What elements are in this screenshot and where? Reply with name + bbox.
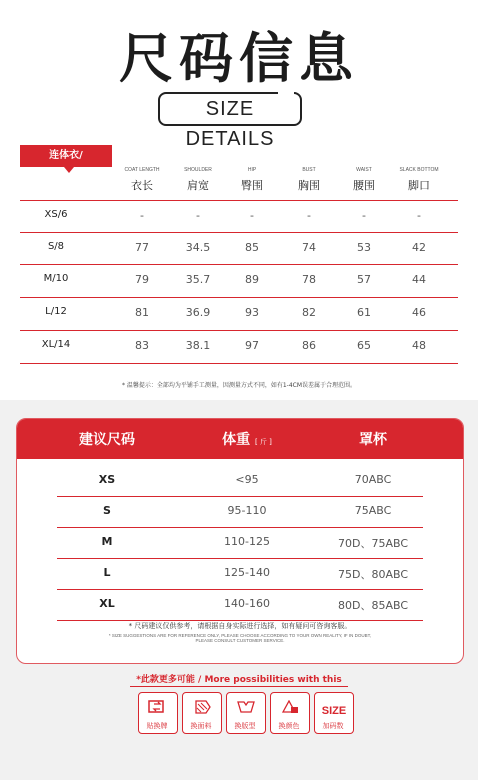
table-row: S 95-110 75ABC [57,496,423,528]
table-row: XL 140-160 80D、85ABC [57,589,423,621]
recommend-note-en: * SIZE SUGGESTIONS ARE FOR REFERENCE ONLY, PLEASE CHOOSE ACCORDING TO YOUR OWN REALITY, IF IN DOUBT, PLEASE CONSULT CUSTOMER SERVICE. [108,633,372,643]
column-header-shoulder: SHOULDER 肩宽 [184,167,212,192]
weight-unit: [ 斤 ] [254,438,272,446]
table-row: XL/14 83 38.1 97 86 65 48 [20,330,458,363]
more-options-title: *此款更多可能 / More possibilities with this [136,675,342,685]
header-size: 建议尺码 [79,432,135,448]
column-header-bust: BUST 胸围 [298,167,320,192]
table-row: L/12 81 36.9 93 82 61 46 [20,297,458,330]
table-row: S/8 77 34.5 85 74 53 42 [20,232,458,265]
header-cup: 罩杯 [359,432,387,448]
measurement-note: * 温馨提示：全部均为平铺手工测量，因测量方式不同，如有1-4CM误差属于合理范围。 [121,382,357,389]
table-divider [20,363,458,364]
subtitle-text: SIZE DETAILS [185,98,275,150]
table-row: XS/6 - - - - - - [20,200,458,233]
page-title: 尺码信息 [119,27,359,90]
column-header-hip: HIP 臀围 [241,167,263,192]
column-header-slack-bottom: SLACK BOTTOM 脚口 [399,167,439,192]
option-label: 换版型 [234,722,256,730]
recommend-note: * 尺码建议仅供参考，请根据自身实际进行选择，如有疑问可咨询客服。 [128,622,352,630]
option-label: 贴换牌 [146,722,168,730]
recommended-size-panel [16,418,464,664]
size-icon: SIZE [314,692,354,734]
recommend-header [17,419,463,459]
table-row: L 125-140 75D、80ABC [57,558,423,590]
column-header-waist: WAIST 腰围 [353,167,375,192]
column-header-coat-length: COAT LENGTH 衣长 [124,167,160,192]
table-row: M/10 79 35.7 89 78 57 44 [20,264,458,297]
option-label: 换颜色 [278,722,300,730]
category-tab: 连体衣/ JUMPSUIT [20,145,112,167]
option-label: 换面料 [190,722,212,730]
header-weight: 体重 [ 斤 ] [222,432,272,448]
more-options-divider [130,686,348,687]
table-row: XS <95 70ABC [57,465,423,497]
page-subtitle [158,92,302,150]
option-label: 加码数 [322,722,344,730]
table-row: M 110-125 70D、75ABC [57,527,423,559]
